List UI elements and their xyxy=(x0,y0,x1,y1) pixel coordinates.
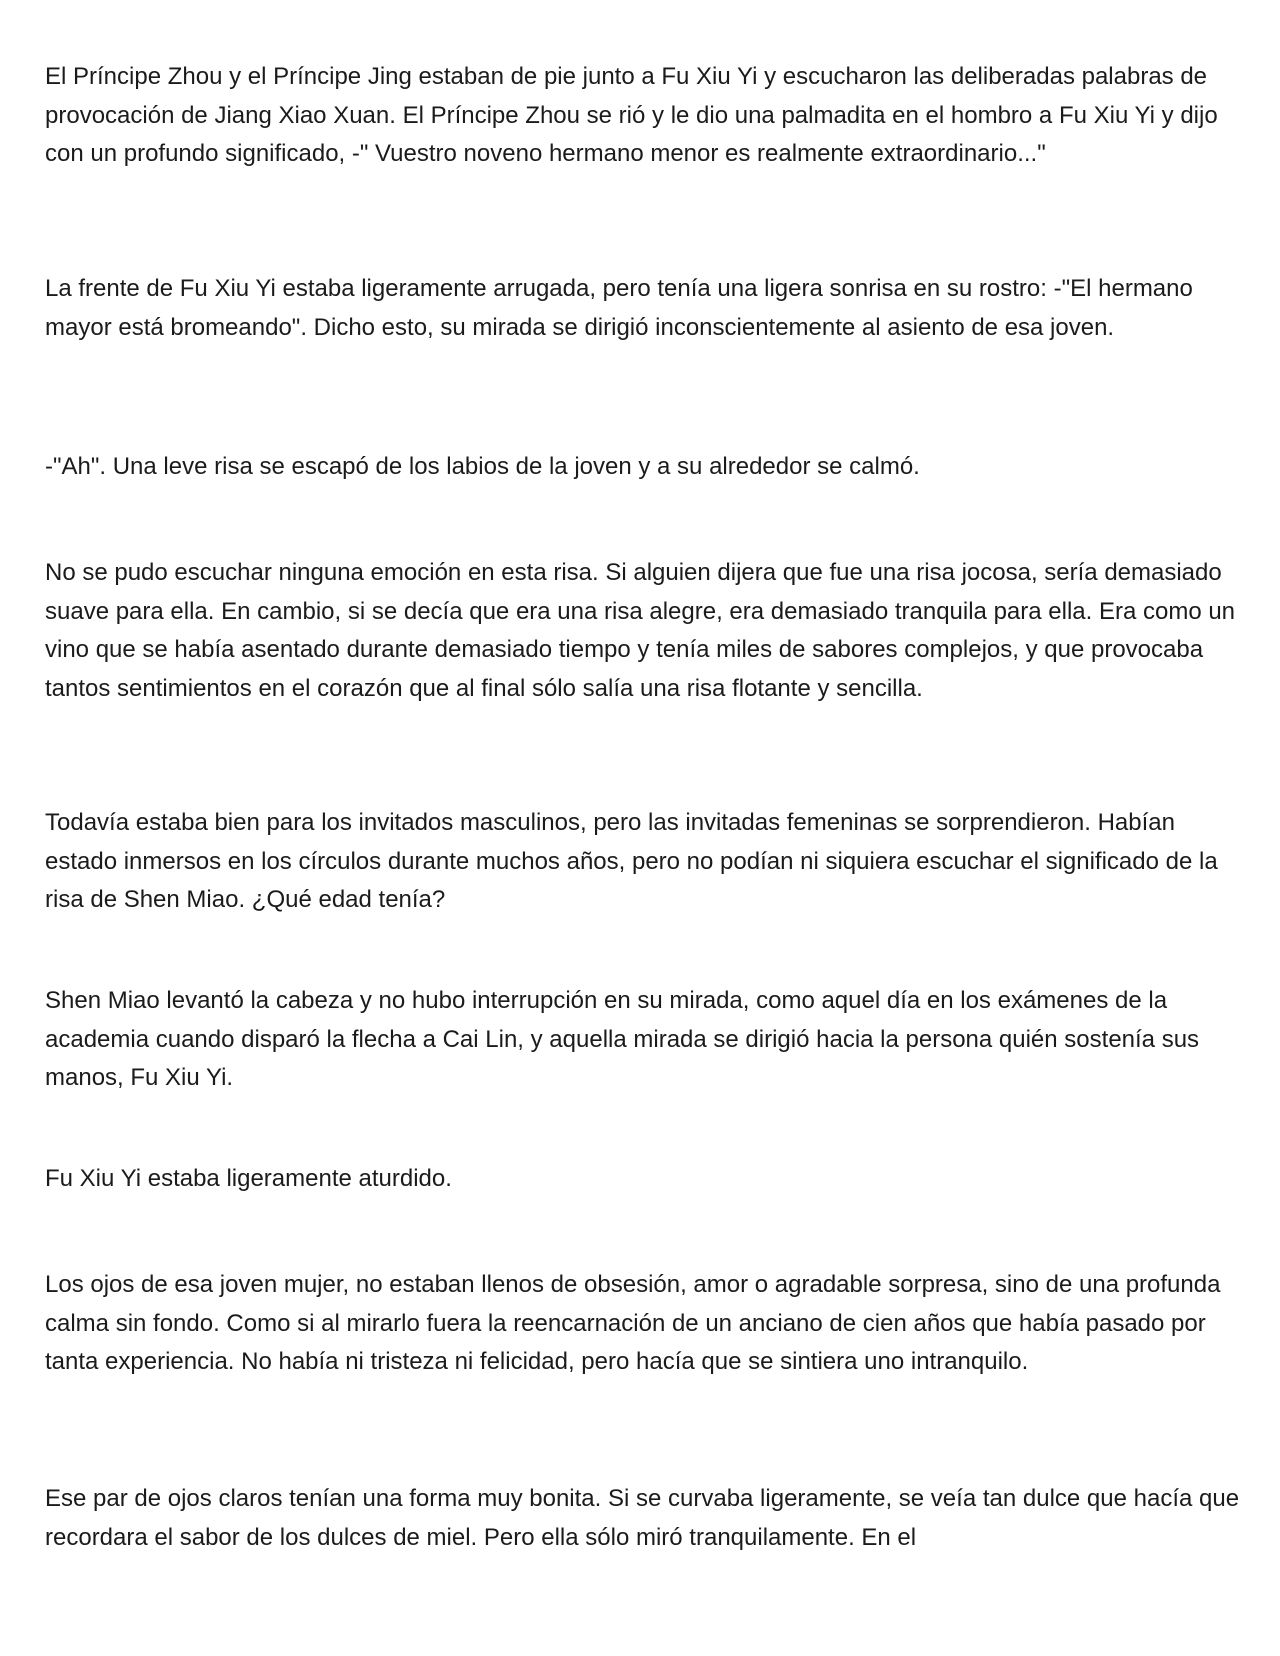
paragraph-2: La frente de Fu Xiu Yi estaba ligeramente arrugada, pero tenía una ligera sonrisa en su rostro: -"El hermano mayor está bromeando". Dicho esto, su mirada se dirigió inconscientemente al asiento de esa joven. xyxy=(45,275,1193,341)
paragraph-8: Los ojos de esa joven mujer, no estaban llenos de obsesión, amor o agradable sorpresa, sino de una profunda calma sin fondo. Como si al mirarlo fuera la reencarnación de un anciano de cien años que había pasado por tanta experiencia. No había ni tristeza ni felicidad, pero hacía que se sintiera uno intranquilo. xyxy=(45,1271,1221,1375)
paragraph-7: Fu Xiu Yi estaba ligeramente aturdido. xyxy=(45,1165,452,1192)
paragraph-9: Ese par de ojos claros tenían una forma muy bonita. Si se curvaba ligeramente, se veía tan dulce que hacía que recordara el sabor de los dulces de miel. Pero ella sólo miró tranquilamente. En el xyxy=(45,1485,1240,1551)
paragraph-6: Shen Miao levantó la cabeza y no hubo interrupción en su mirada, como aquel día en los exámenes de la academia cuando disparó la flecha a Cai Lin, y aquella mirada se dirigió hacia la persona quién sostenía sus manos, Fu Xiu Yi. xyxy=(45,987,1200,1091)
paragraph-3: -"Ah". Una leve risa se escapó de los labios de la joven y a su alrededor se calmó. xyxy=(45,453,920,480)
paragraph-1: El Príncipe Zhou y el Príncipe Jing estaban de pie junto a Fu Xiu Yi y escucharon las deliberadas palabras de provocación de Jiang Xiao Xuan. El Príncipe Zhou se rió y le dio una palmadita en el hombro a Fu Xiu Yi y dijo con un profundo significado, -" Vuestro noveno hermano menor es realmente extraordinario..." xyxy=(45,63,1218,167)
paragraph-5: Todavía estaba bien para los invitados masculinos, pero las invitadas femeninas se sorprendieron. Habían estado inmersos en los círculos durante muchos años, pero no podían ni siquiera escuchar el significado de la risa de Shen Miao. ¿Qué edad tenía? xyxy=(45,809,1218,913)
paragraph-4: No se pudo escuchar ninguna emoción en esta risa. Si alguien dijera que fue una risa jocosa, sería demasiado suave para ella. En cambio, si se decía que era una risa alegre, era demasiado tranquila para ella. Era como un vino que se había asentado durante demasiado tiempo y tenía miles de sabores complejos, y que provocaba tantos sentimientos en el corazón que al final sólo salía una risa flotante y sencilla. xyxy=(45,559,1236,702)
